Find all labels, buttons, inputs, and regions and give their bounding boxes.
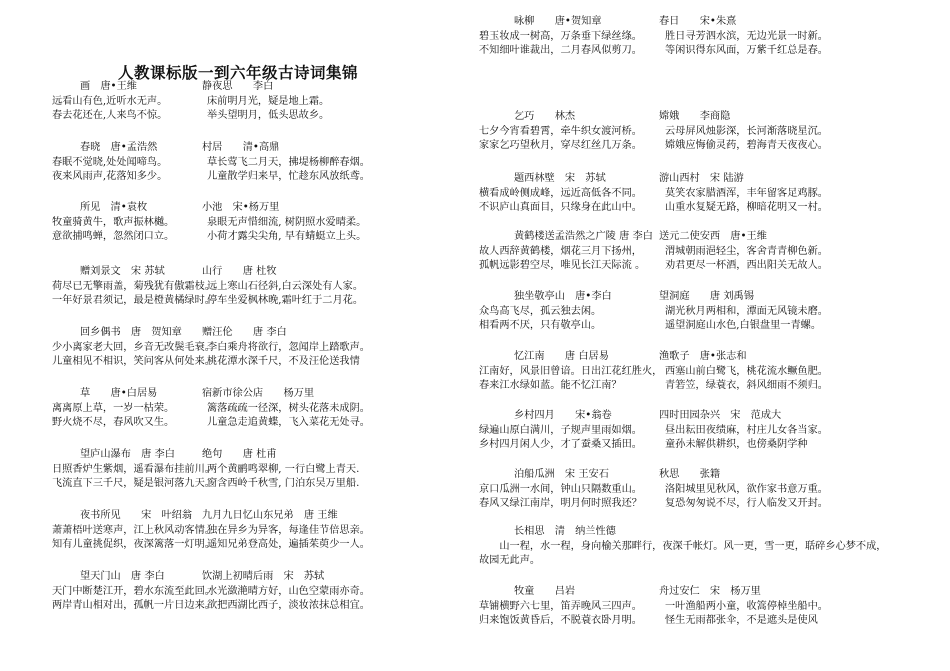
poem-line: 绿遍山原白满川，子规声里雨如烟。 xyxy=(479,425,642,436)
poem-line: 湖光秋月两相和，潭面无风镜未磨。 xyxy=(665,306,828,317)
poem-title-author: 游山西村 宋 陆游 xyxy=(659,173,744,184)
poem-line: 孤帆远影碧空尽，唯见长江天际流 。 xyxy=(479,260,646,271)
poem-line: 众鸟高飞尽，孤云独去闲。 xyxy=(479,306,602,317)
poem-line: 举头望明月，低头思故乡。 xyxy=(207,110,330,121)
poem-line: 复恐匆匆说不尽，行人临发又开封。 xyxy=(665,498,828,509)
poem-title-author: 嫦娥 李商隐 xyxy=(659,111,731,122)
poem-line: 不知细叶谁裁出，二月春风似剪刀。 xyxy=(479,45,642,56)
poem-title-author: 春晓 唐•孟浩然 xyxy=(80,142,158,153)
poem-line: 山重水复疑无路，柳暗花明又一村。 xyxy=(665,202,828,213)
poem-title-author: 九月九日忆山东兄弟 唐 王维 xyxy=(202,510,338,521)
poem-line: 床前明月光，疑是地上霜。 xyxy=(207,96,330,107)
poem-line: 相看两不厌，只有敬亭山。 xyxy=(479,320,602,331)
poem-line: 莫笑农家腊酒浑，丰年留客足鸡豚。 xyxy=(665,188,828,199)
poem-line: 桃花潭水深千尺，不及汪伦送我情 xyxy=(207,356,360,367)
poem-title-author: 望洞庭 唐 刘禹锡 xyxy=(659,291,754,302)
poem-line: 夜来风雨声,花落知多少。 xyxy=(52,171,168,182)
poem-line: 小荷才露尖尖角, 早有蜻蜓立上头。 xyxy=(207,231,367,242)
poem-line: 京口瓜洲一水间，钟山只隔数重山。 xyxy=(479,484,642,495)
poem-line: 西塞山前白鹭飞，桃花流水鳜鱼肥。 xyxy=(665,366,828,377)
poem-line: 一年好景君须记，最是橙黄橘绿时。 xyxy=(52,295,215,306)
poem-title-author: 饮湖上初晴后雨 宋 苏轼 xyxy=(202,571,325,582)
poem-line: 青箬笠，绿蓑衣，斜风细雨不须归。 xyxy=(665,380,828,391)
poem-line: 草铺横野六七里，笛弄晚风三四声。 xyxy=(479,601,642,612)
poem-title-author: 所见 清•袁枚 xyxy=(80,202,148,213)
poem-line: 独在异乡为异客，每逢佳节倍思亲。 xyxy=(207,525,370,536)
poem-line: 横看成岭侧成峰，远近高低各不同。 xyxy=(479,188,642,199)
poem-line: 春风又绿江南岸，明月何时照我还？ xyxy=(479,498,642,509)
poem-title-author: 黄鹤楼送孟浩然之广陵 唐 李白 xyxy=(514,231,653,242)
poem-line: 七夕今宵看碧霄，牵牛织女渡河桥。 xyxy=(479,126,642,137)
poem-line: 渭城朝雨浥轻尘，客舍青青柳色新。 xyxy=(665,246,828,257)
poem-line: 远上寒山石径斜,白云深处有人家。 xyxy=(207,281,364,292)
poem-title-author: 忆江南 唐 白居易 xyxy=(514,351,609,362)
poem-title-author: 望庐山瀑布 唐 李白 xyxy=(80,449,175,460)
poem-line: 山一程，水一程，身向榆关那畔行，夜深千帐灯。风一更，雪一更，聒碎乡心梦不成， xyxy=(479,541,887,552)
poem-line: 欲把西湖比西子，淡妆浓抹总相宜。 xyxy=(207,600,370,611)
poem-line: 篱落疏疏一径深，树头花落未成阴。 xyxy=(207,403,370,414)
poem-line: 一叶渔船两小童，收篙停棹坐船中。 xyxy=(665,601,828,612)
poem-line: 天门中断楚江开，碧水东流至此回。 xyxy=(52,586,215,597)
poem-title-author: 夜书所见 宋 叶绍翁 xyxy=(80,510,193,521)
poem-line: 飞流直下三千尺，疑是银河落九天。 xyxy=(52,478,215,489)
poem-line: 春眠不觉晓,处处闻啼鸟。 xyxy=(52,157,168,168)
poem-title-author: 赠刘景文 宋 苏轼 xyxy=(80,266,165,277)
poem-line: 荷尽已无擎雨盖，菊残犹有傲霜枝。 xyxy=(52,281,215,292)
poem-title-author: 草 唐•白居易 xyxy=(80,388,158,399)
poem-title-author: 回乡偶书 唐 贺知章 xyxy=(80,327,182,338)
poem-line: 水光潋滟晴方好，山色空蒙雨亦奇。 xyxy=(207,586,370,597)
poem-title-author: 送元二使安西 唐•王维 xyxy=(659,231,767,242)
poem-line: 洛阳城里见秋风，欲作家书意万重。 xyxy=(665,484,828,495)
poem-title-author: 望天门山 唐 李白 xyxy=(80,571,165,582)
poem-title-author: 小池 宋•杨万里 xyxy=(202,202,280,213)
poem-title-author: 山行 唐 杜牧 xyxy=(202,266,277,277)
poem-title-author: 宿新市徐公店 杨万里 xyxy=(202,388,315,399)
poem-line: 牧童骑黄牛，歌声振林樾。 xyxy=(52,217,175,228)
poem-line: 遥知兄弟登高处，遍插茱萸少一人。 xyxy=(207,539,370,550)
poem-line: 归来饱饭黄昏后，不脱蓑衣卧月明。 xyxy=(479,615,642,626)
poem-line: 萧萧梧叶送寒声，江上秋风动客情。 xyxy=(52,525,215,536)
poem-line: 李白乘舟将欲行，忽闻岸上踏歌声。 xyxy=(207,342,370,353)
poem-title-author: 咏柳 唐•贺知章 xyxy=(514,16,602,27)
poem-title-author: 渔歌子 唐•张志和 xyxy=(659,351,747,362)
poem-title-author: 秋思 张籍 xyxy=(659,469,721,480)
poem-line: 野火烧不尽，春风吹又生。 xyxy=(52,417,175,428)
poem-line: 窗含西岭千秋雪, 门泊东吴万里船. xyxy=(207,478,360,489)
poem-title-author: 乡村四月 宋•翁卷 xyxy=(514,410,612,421)
poem-title-author: 舟过安仁 宋 杨万里 xyxy=(659,586,761,597)
poem-line: 劝君更尽一杯酒，西出阳关无故人。 xyxy=(665,260,828,271)
poem-line: 遥望洞庭山水色,白银盘里一青螺。 xyxy=(665,320,822,331)
poem-line: 怪生无雨都张伞，不是遮头是使风 xyxy=(665,615,818,626)
poem-title-author: 春日 宋•朱熹 xyxy=(659,16,737,27)
poem-line: 儿童急走追黄蝶，飞入菜花无处寻。 xyxy=(207,417,370,428)
poem-line: 草长莺飞二月天，拂堤杨柳醉春烟。 xyxy=(207,157,370,168)
poem-title-author: 静夜思 李白 xyxy=(202,81,274,92)
poem-line: 不识庐山真面目，只缘身在此山中。 xyxy=(479,202,642,213)
poem-line: 春来江水绿如蓝。能不忆江南？ xyxy=(479,380,622,391)
poem-line: 日照香炉生紫烟，遥看瀑布挂前川。 xyxy=(52,464,215,475)
poem-line: 云母屏风烛影深，长河渐落晓星沉。 xyxy=(665,126,828,137)
poem-title-author: 长相思 清 纳兰性德 xyxy=(514,526,616,537)
poem-title-author: 村居 清•高鼎 xyxy=(202,142,280,153)
poem-line: 意欲捕鸣蝉，忽然闭口立。 xyxy=(52,231,175,242)
poem-line: 知有儿童挑促织，夜深篱落一灯明。 xyxy=(52,539,215,550)
poem-title-author: 乞巧 林杰 xyxy=(514,111,576,122)
poem-title-author: 独坐敬亭山 唐•李白 xyxy=(514,291,612,302)
poem-line: 儿童散学归来早，忙趁东风放纸鸢。 xyxy=(207,171,370,182)
poem-line: 昼出耘田夜绩麻，村庄儿女各当家。 xyxy=(665,425,828,436)
poem-line: 停车坐爱枫林晚,霜叶红于二月花。 xyxy=(207,295,364,306)
poem-line: 嫦娥应悔偷灵药，碧海青天夜夜心。 xyxy=(665,140,828,151)
poem-line: 少小离家老大回，乡音无改鬓毛衰。 xyxy=(52,342,215,353)
document-title: 人教课标版一到六年级古诗词集锦 xyxy=(118,63,359,82)
poem-title-author: 赠汪伦 唐 李白 xyxy=(202,327,287,338)
poem-line: 童孙未解供耕织，也傍桑阴学种 xyxy=(665,439,808,450)
poem-line: 家家乞巧望秋月，穿尽红丝几万条。 xyxy=(479,140,642,151)
poem-title-author: 泊船瓜洲 宋 王安石 xyxy=(514,469,609,480)
poem-line: 春去花还在,人来鸟不惊。 xyxy=(52,110,168,121)
poem-title-author: 绝句 唐 杜甫 xyxy=(202,449,277,460)
poem-line: 远看山有色,近听水无声。 xyxy=(52,96,168,107)
poem-title-author: 牧童 吕岩 xyxy=(514,586,576,597)
poem-line: 两个黄鹂鸣翠柳, 一行白鹭上青天. xyxy=(207,464,360,475)
poem-line: 碧玉妆成一树高，万条垂下绿丝绦。 xyxy=(479,31,642,42)
poem-line: 胜日寻芳泗水滨，无边光景一时新。 xyxy=(665,31,828,42)
poem-line: 故人西辞黄鹤楼，烟花三月下扬州， xyxy=(479,246,642,257)
poem-title-author: 四时田园杂兴 宋 范成大 xyxy=(659,410,782,421)
poem-title-author: 题西林壁 宋 苏轼 xyxy=(514,173,606,184)
poem-line: 故园无此声。 xyxy=(479,555,541,566)
poem-line: 两岸青山相对出，孤帆一片日边来。 xyxy=(52,600,215,611)
poem-line: 离离原上草，一岁一枯荣。 xyxy=(52,403,175,414)
poem-line: 泉眼无声惜细流, 树阴照水爱晴柔。 xyxy=(207,217,367,228)
poem-title-author: 画 唐•王维 xyxy=(80,81,137,92)
poem-line: 儿童相见不相识，笑问客从何处来。 xyxy=(52,356,215,367)
poem-line: 江南好，风景旧曾谙。日出江花红胜火， xyxy=(479,366,663,377)
poem-line: 乡村四月闲人少，才了蚕桑又插田。 xyxy=(479,439,642,450)
poem-line: 等闲识得东风面，万紫千红总是春。 xyxy=(665,45,828,56)
